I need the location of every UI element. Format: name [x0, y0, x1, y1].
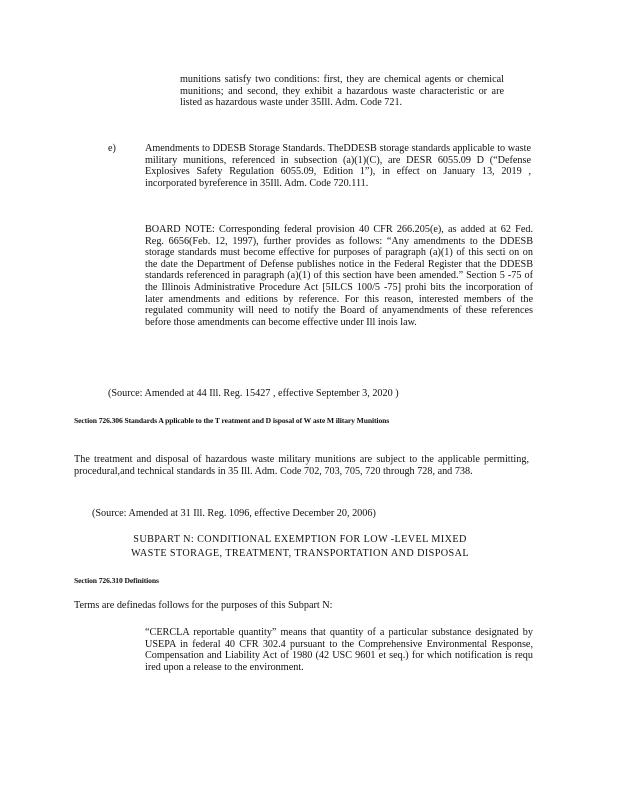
subpart-title-line-1: SUBPART N: CONDITIONAL EXEMPTION FOR LOW -LEVEL MIXED — [133, 534, 467, 545]
subpart-n-title — [100, 533, 500, 561]
source-note-726-305: (Source: Amended at 44 Ill. Reg. 15427 , effective September 3, 2020 ) — [108, 388, 399, 399]
board-note-paragraph: BOARD NOTE: Corresponding federal provision 40 CFR 266.205(e), as added at 62 Fed. Reg. 6656(Feb. 12, 1997), further provides as follows: “Any amendments to the DDESB storage standards must become effective for purposes of paragraph (a)(1) of this secti on on the date the Department of Defense publishes notice in the Federal Register that the DDESB standards referenced in paragraph (a)(1) of this section have been amended.” Section 5 -75 of the Illinois Administrative Procedure Act [5ILCS 100/5 -75] prohi bits the incorporation of later amendments and editions by reference. For this reason, interested members of the regulated community will need to notify the Board of anyamendments of these references before those amendments can become effective under Ill inois law. — [145, 224, 533, 328]
section-heading-726-310: Section 726.310 Definitions — [74, 576, 159, 585]
munitions-conditions-paragraph: munitions satisfy two conditions: first, they are chemical agents or chemical munitions; and second, they exhibit a hazardous waste characteristic or are listed as hazardous waste under 35Ill. Adm. Code 721. — [180, 74, 504, 109]
terms-defined-paragraph: Terms are definedas follows for the purposes of this Subpart N: — [74, 600, 333, 611]
section-heading-726-306: Section 726.306 Standards A pplicable to the T reatment and D isposal of W aste M ilitary Munitions — [74, 416, 390, 425]
subsection-e-marker: e) — [108, 143, 116, 154]
cercla-definition-paragraph: “CERCLA reportable quantity” means that quantity of a particular substance designated by USEPA in federal 40 CFR 302.4 pursuant to the Comprehensive Environmental Response, Compensation and Liability Act of 1980 (42 USC 9601 et seq.) for which notification is requ ired upon a release to the environment. — [145, 627, 533, 673]
treatment-disposal-paragraph: The treatment and disposal of hazardous waste military munitions are subject to the applicable permitting, procedural,and technical standards in 35 Ill. Adm. Code 702, 703, 705, 720 through 728, and 738. — [74, 454, 529, 477]
subpart-title-line-2: WASTE STORAGE, TREATMENT, TRANSPORTATION AND DISPOSAL — [131, 548, 469, 559]
subsection-e-paragraph: Amendments to DDESB Storage Standards. TheDDESB storage standards applicable to waste military munitions, referenced in subsection (a)(1)(C), are DESR 6055.09 D (“Defense Explosives Safety Regulation 6055.09, Edition 1”), in effect on January 13, 2019 , incorporated byreference in 35Ill. Adm. Code 720.111. — [145, 143, 531, 189]
source-note-726-306: (Source: Amended at 31 Ill. Reg. 1096, effective December 20, 2006) — [92, 508, 376, 519]
